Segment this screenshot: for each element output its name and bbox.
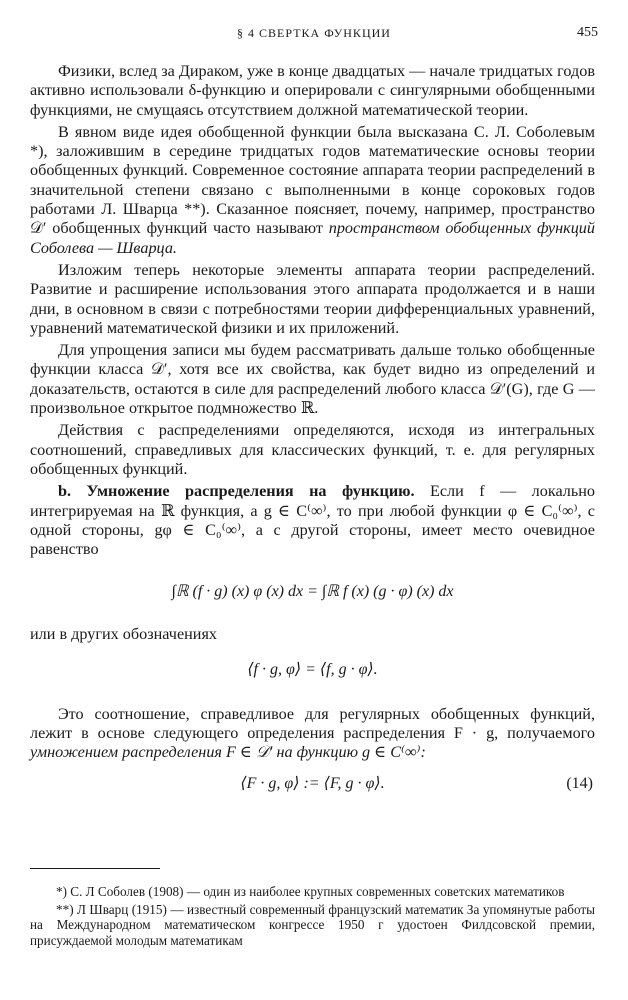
- paragraph-multiplication: [30, 482, 595, 559]
- paragraph-definition-text: Это соотношение, справедливое для регулярных обобщенных функций, лежит в основе следующего определения распределения F · g, получаемого: [30, 704, 595, 743]
- paragraph-elements: Изложим теперь некоторые элементы аппарата теории распределений. Развитие и расширение использования этого аппарата продолжается и в наши дни, в основном в связи с потребностями теории дифференциальных уравнений, уравнений математической физики и их приложений.: [30, 260, 595, 337]
- paragraph-notation: или в других обозначениях: [30, 625, 218, 644]
- section-title: § 4 СВЕРТКА ФУНКЦИИ: [237, 26, 391, 40]
- paragraph-simplification: Для упрощения записи мы будем рассматривать дальше только обобщенные функции класса 𝒟′, хотя все их свойства, как будет видно из определений и доказательств, остаются в силе для распределений любого класса 𝒟′(G), где G — произвольное открытое подмножество ℝ.: [30, 341, 595, 418]
- running-header: [0, 26, 628, 46]
- paragraph-multiplication-text: Если f — локально интегрируемая на ℝ функция, а g ∈ C⁽∞⁾, то при любой функции φ ∈ C₀⁽∞⁾, с одной стороны, gφ ∈ C₀⁽∞⁾, а с другой стороны, имеет место очевидное равенство: [30, 482, 595, 559]
- paragraph-operations: Действия с распределениями определяются, исходя из интегральных соотношений, справедливых для классических функций, т. е. для регулярных обобщенных функций.: [30, 421, 595, 478]
- footnote-divider: [30, 868, 160, 869]
- equation-number: (14): [566, 774, 593, 792]
- paragraph-history: [30, 123, 595, 258]
- footnotes: [30, 884, 595, 950]
- footnote-schwartz: **) Л Шварц (1915) — известный современный французский математик За упомянутые работы на Международном математическом конгрессе 1950 г удостоен Филдсовской премии, присуждаемой молодым математикам: [30, 901, 595, 948]
- formula-integral-equality: ∫ℝ (f · g) (x) φ (x) dx = ∫ℝ f (x) (g · φ) (x) dx: [171, 583, 454, 601]
- paragraph-physicists: Физики, вслед за Дираком, уже в конце двадцатых — начале тридцатых годов активно использовали δ-функцию и оперировали с сингулярными обобщенными функциями, не смущаясь отсутствием должной математической теории.: [30, 62, 595, 119]
- sobolev-schwartz-space-term: пространством обобщенных функций Соболева — Шварца.: [30, 219, 595, 257]
- main-text: [30, 62, 595, 807]
- formula-pairing: ⟨f · g, φ⟩ = ⟨f, g · φ⟩.: [247, 660, 378, 678]
- subsection-heading: b. Умножение распределения на функцию.: [58, 482, 415, 501]
- footnote-sobolev: *) С. Л Соболев (1908) — один из наиболее крупных современных советских математиков: [56, 884, 565, 899]
- paragraph-history-text: В явном виде идея обобщенной функции была высказана С. Л. Соболевым *), заложившим в середине тридцатых годов математические основы теории обобщенных функций. Современное состояние аппарата теории распределений в значительной степени связано с выполненными в конце сороковых годов работами Л. Шварца **). Сказанное поясняет, почему, например, пространство 𝒟′ обобщенных функций часто называют: [30, 122, 595, 238]
- formula-definition-14: [30, 773, 595, 795]
- paragraph-definition: [30, 705, 595, 763]
- formula-definition-text: ⟨F · g, φ⟩ := ⟨F, g · φ⟩.: [240, 774, 385, 792]
- multiplication-definition-term: умножением распределения F ∈ 𝒟′ на функцию g ∈ C⁽∞⁾:: [30, 743, 426, 762]
- page-number: 455: [577, 25, 598, 40]
